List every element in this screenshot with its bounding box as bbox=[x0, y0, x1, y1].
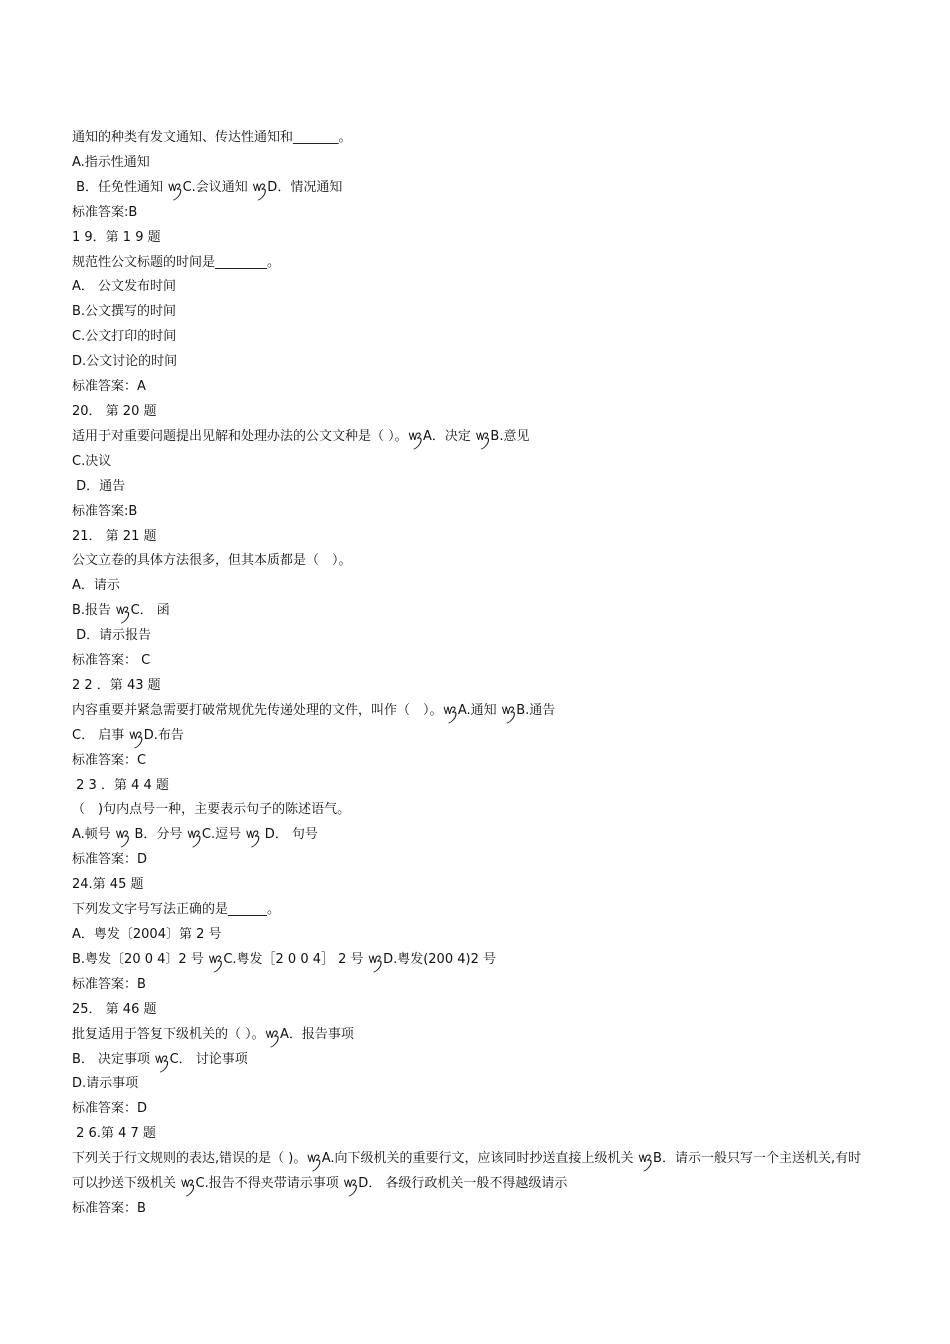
standard-answer: 标准答案：D bbox=[72, 1101, 148, 1117]
question-number: 21． 第 21 题 bbox=[72, 528, 157, 544]
question-number: 25． 第 46 题 bbox=[72, 1001, 157, 1017]
standard-answer: 标准答案： C bbox=[72, 653, 151, 669]
document-page bbox=[72, 126, 862, 1222]
question-number: 1 9．第 1 9 题 bbox=[72, 229, 161, 245]
answer-option: A．请示 bbox=[72, 578, 120, 594]
answer-option: A． 公文发布时间 bbox=[72, 279, 177, 295]
standard-answer: 标准答案：A bbox=[72, 379, 146, 395]
standard-answer: 标准答案：B bbox=[72, 976, 146, 992]
answer-option: B.粤发〔20 0 4〕2 号 ꪃC.粤发［2 0 0 4］ 2 号 ꪃD.粤发(200 4)2 号 bbox=[72, 951, 496, 967]
question-text: 适用于对重要问题提出见解和处理办法的公文文种是（ ）。ꪃA．决定 ꪃB.意见 bbox=[72, 428, 530, 444]
question-text: 下列发文字号写法正确的是______。 bbox=[72, 902, 281, 918]
question-text: 公文立卷的具体方法很多，但其本质都是（ ）。 bbox=[72, 553, 352, 569]
answer-option: A.指示性通知 bbox=[72, 154, 150, 170]
question-number: 2 3 ．第 4 4 题 bbox=[72, 777, 169, 793]
question-number: 2 6.第 4 7 题 bbox=[72, 1126, 156, 1142]
question-number: 2 2 ．第 43 题 bbox=[72, 677, 161, 693]
answer-option: B.报告 ꪃC． 函 bbox=[72, 603, 170, 619]
question-text: 内容重要并紧急需要打破常规优先传递处理的文件，叫作（ ）。ꪃA.通知 ꪃB.通告 bbox=[72, 702, 556, 718]
standard-answer: 标准答案:B bbox=[72, 503, 138, 519]
answer-option: A.顿号 ꪃ B．分号 ꪃC.逗号 ꪃ D． 句号 bbox=[72, 827, 318, 843]
question-number: 24.第 45 题 bbox=[72, 877, 144, 893]
question-text: 批复适用于答复下级机关的（ ）。ꪃA．报告事项 bbox=[72, 1026, 354, 1042]
question-text: 下列关于行文规则的表达,错误的是（ )。ꪃA.向下级机关的重要行文，应该同时抄送直接上级机关 ꪃB．请示一般只写一个主送机关,有时可以抄送下级机关 ꪃC.报告不得夹带请示事项 ꪃD． 各级行政机关一般不得越级请示 bbox=[72, 1151, 862, 1192]
standard-answer: 标准答案：C bbox=[72, 752, 147, 768]
answer-option: A．粤发〔2004〕第 2 号 bbox=[72, 927, 222, 942]
question-text: 通知的种类有发文通知、传达性通知和_______。 bbox=[72, 130, 352, 145]
question-text: 规范性公文标题的时间是________。 bbox=[72, 254, 281, 270]
answer-option: B.公文撰写的时间 bbox=[72, 304, 177, 320]
answer-option: D．请示报告 bbox=[72, 628, 152, 644]
question-number: 20． 第 20 题 bbox=[72, 403, 157, 419]
answer-option: D.请示事项 bbox=[72, 1076, 139, 1092]
answer-option: B．任免性通知 ꪃC.会议通知 ꪃD．情况通知 bbox=[72, 179, 343, 195]
answer-option: D．通告 bbox=[72, 478, 126, 494]
answer-option: C.决议 bbox=[72, 453, 112, 469]
standard-answer: 标准答案:B bbox=[72, 204, 138, 220]
standard-answer: 标准答案：D bbox=[72, 852, 148, 868]
standard-answer: 标准答案：B bbox=[72, 1200, 146, 1216]
answer-option: C． 启事 ꪃD.布告 bbox=[72, 727, 184, 743]
question-text: （ )句内点号一种，主要表示句子的陈述语气。 bbox=[72, 802, 351, 818]
answer-option: B． 决定事项 ꪃC． 讨论事项 bbox=[72, 1051, 248, 1067]
answer-option: D.公文讨论的时间 bbox=[72, 354, 178, 370]
answer-option: C.公文打印的时间 bbox=[72, 329, 177, 345]
